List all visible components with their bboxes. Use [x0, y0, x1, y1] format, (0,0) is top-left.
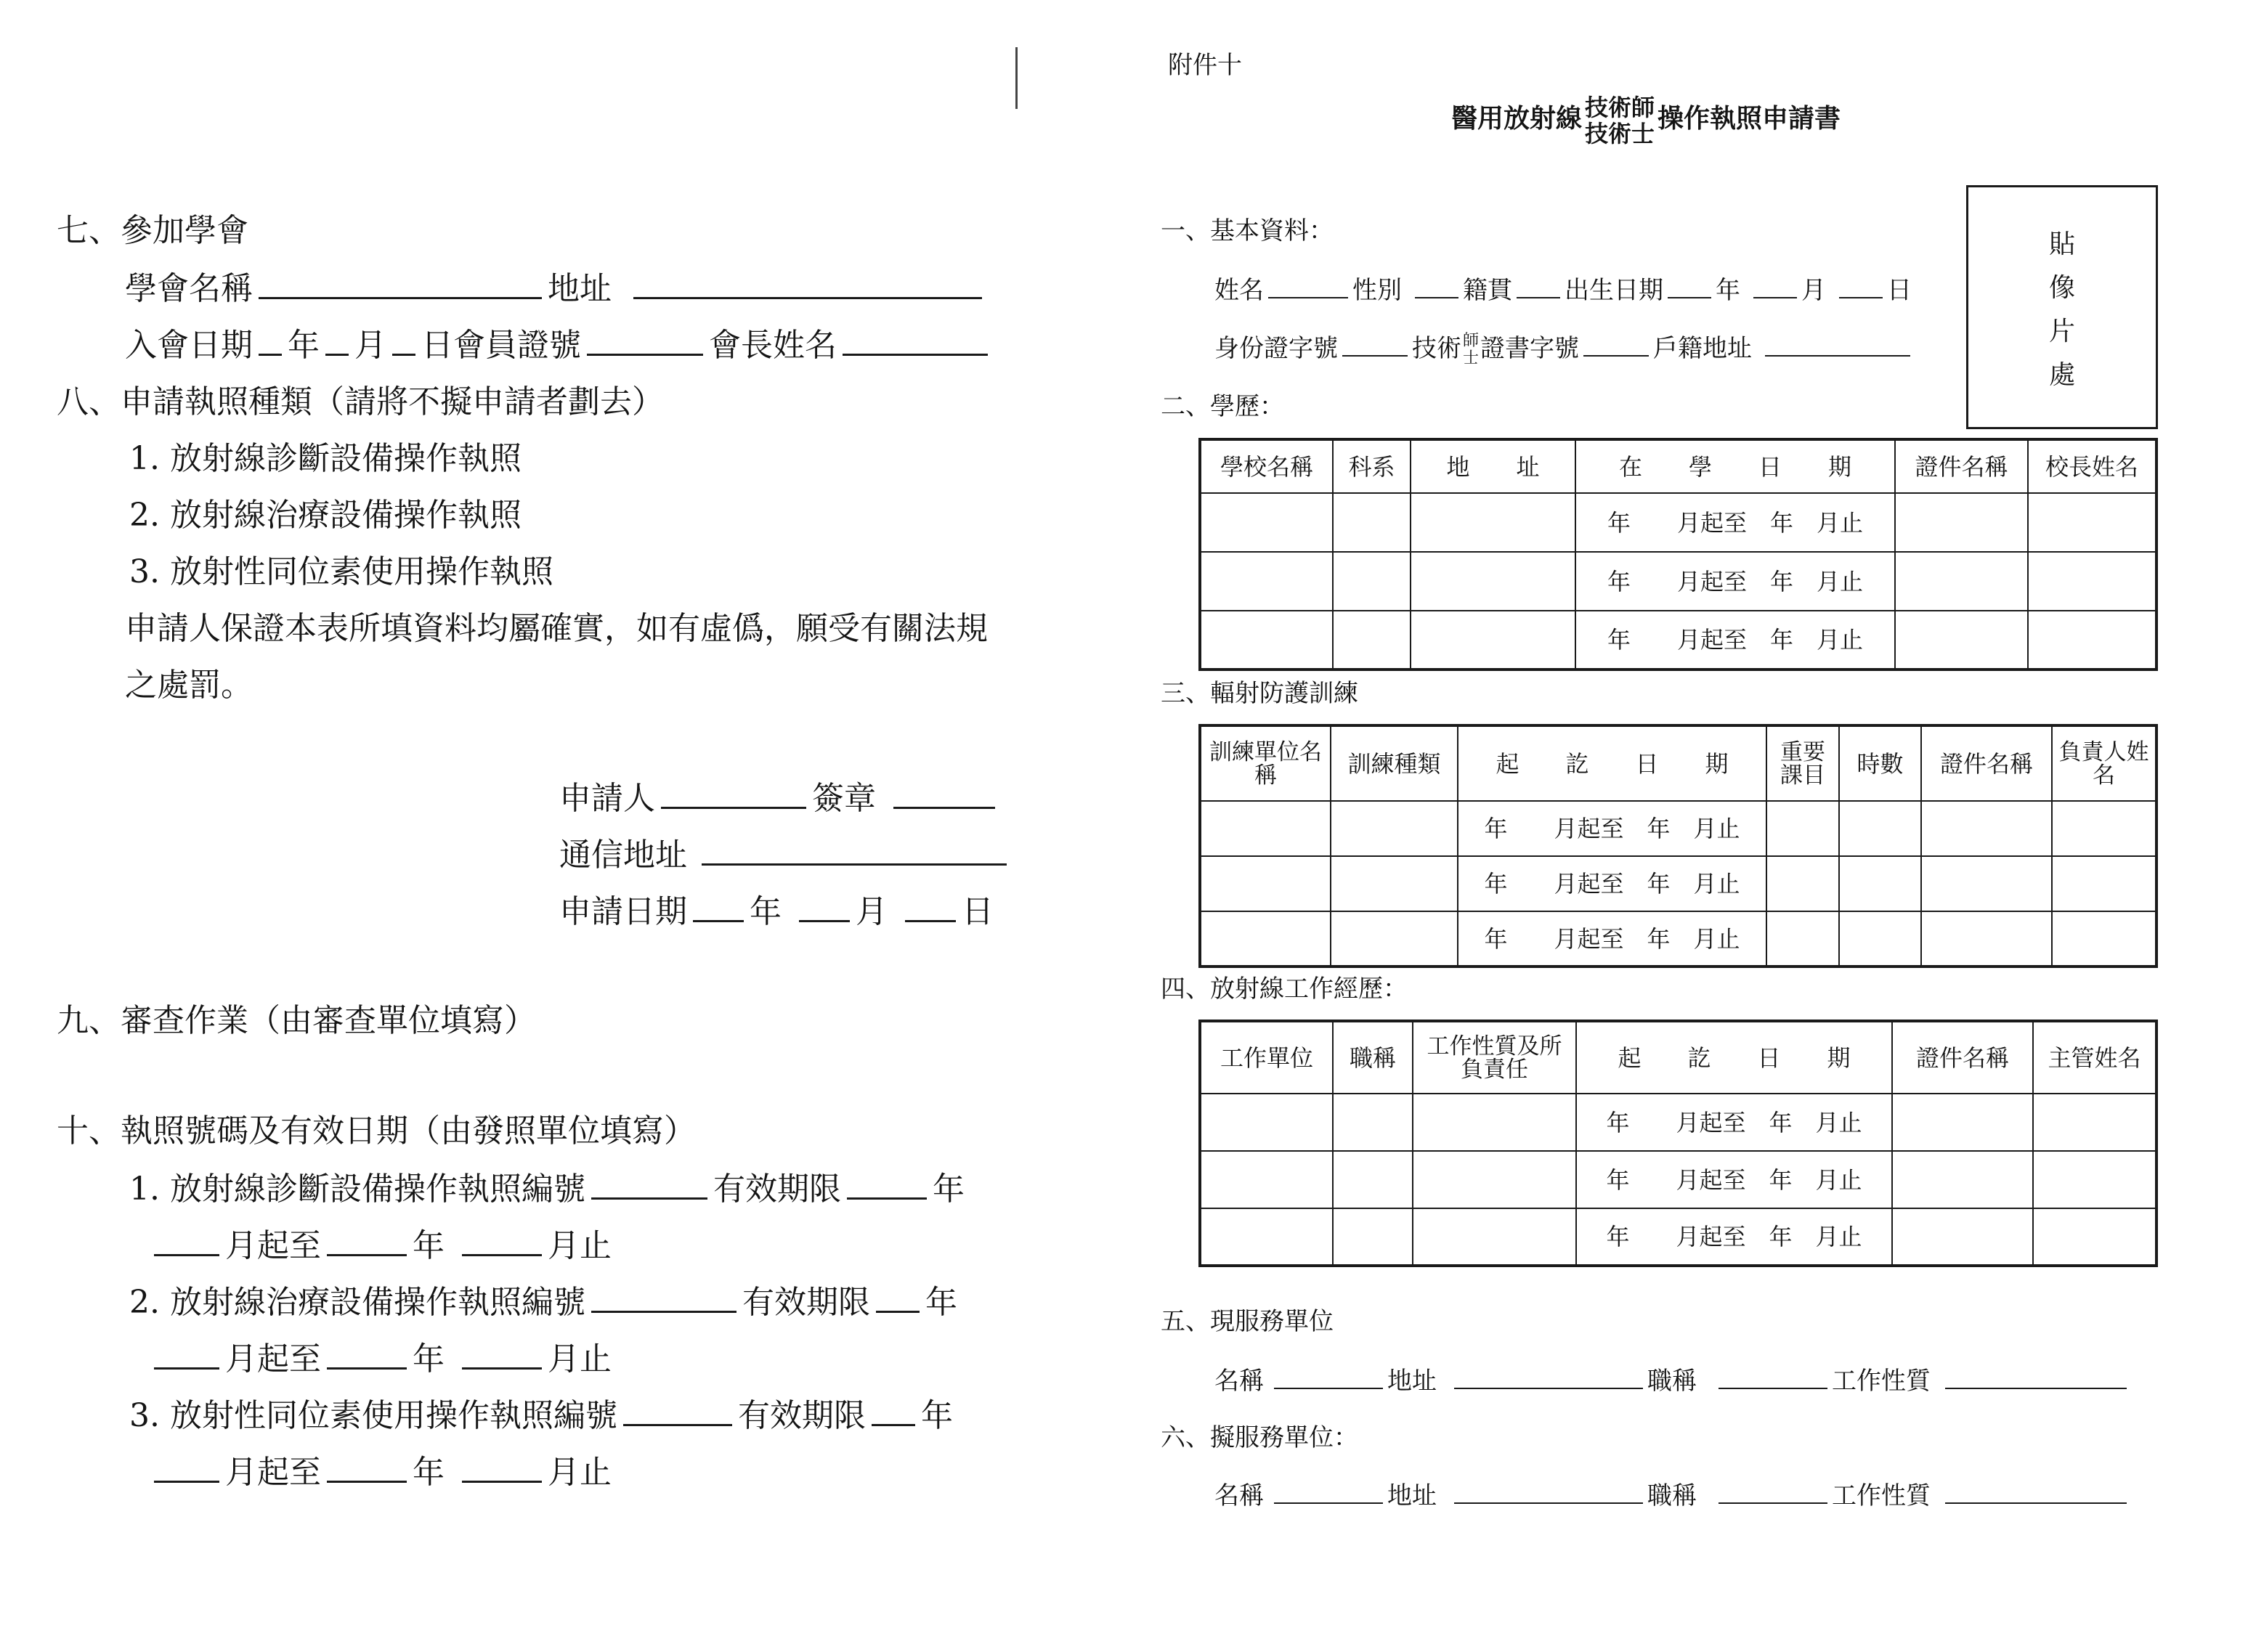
license-period-3-row [154, 1454, 612, 1492]
cell[interactable] [1839, 801, 1921, 856]
join-month-field[interactable] [325, 349, 349, 356]
president-field[interactable] [843, 349, 988, 356]
cert-number-field[interactable] [1583, 352, 1649, 357]
col-school: 學校名稱 [1200, 439, 1333, 493]
form-title-part-c: 操作執照申請書 [1657, 103, 1841, 134]
year-label: 年 [1607, 508, 1631, 537]
col-study-period: 在 學 日 期 [1575, 439, 1895, 493]
cell[interactable] [1333, 1151, 1413, 1208]
period-cell[interactable] [1458, 801, 1766, 856]
month-label: 月 [354, 327, 386, 364]
cell[interactable] [1895, 552, 2028, 611]
year-label: 年 [1647, 870, 1671, 898]
month-from-label: 月起至 [1676, 626, 1747, 654]
from-month-field[interactable] [154, 1363, 219, 1370]
cell[interactable] [1333, 552, 1411, 611]
cell[interactable] [1411, 611, 1575, 670]
applicant-label: 申請人 [559, 780, 655, 817]
period-cell[interactable] [1576, 1208, 1892, 1266]
membership-row [125, 327, 994, 365]
license-number-2-label: 2. 放射線治療設備操作執照編號 [129, 1284, 585, 1321]
license-number-3-field[interactable] [623, 1420, 732, 1426]
declaration-line-2: 之處罰。 [125, 667, 253, 704]
application-date-row [559, 893, 994, 931]
household-address-label: 戶籍地址 [1653, 334, 1753, 363]
license-period-2-row [154, 1340, 612, 1378]
license-number-2-row [129, 1284, 957, 1322]
intended-employer-row [1214, 1481, 2131, 1510]
year-label: 年 [413, 1227, 445, 1264]
cell[interactable] [1413, 1151, 1576, 1208]
page-fold-mark [1015, 47, 1018, 109]
dob-year-field[interactable] [1668, 294, 1711, 298]
photo-box[interactable] [1966, 185, 2158, 429]
cell[interactable] [1766, 801, 1839, 856]
license-number-2-field[interactable] [591, 1306, 737, 1313]
table-row [1200, 611, 2156, 670]
cell[interactable] [1200, 911, 1331, 967]
mailing-address-field[interactable] [702, 859, 1007, 866]
form-title-part-a: 醫用放射線 [1451, 103, 1583, 134]
intended-position-field[interactable] [1719, 1500, 1827, 1504]
license-number-3-label: 3. 放射性同位素使用操作執照編號 [129, 1397, 617, 1434]
cell[interactable] [1892, 1151, 2033, 1208]
period-cell[interactable] [1576, 1151, 1892, 1208]
col-training-unit: 訓練單位名 稱 [1200, 725, 1331, 801]
license-number-1-label: 1. 放射線診斷設備操作執照編號 [129, 1171, 585, 1208]
name-label: 姓名 [1214, 276, 1264, 305]
col-person-in-charge: 負責人姓 名 [2052, 725, 2156, 801]
join-date-label: 入會日期 [125, 327, 253, 364]
id-number-label: 身份證字號 [1214, 334, 1338, 363]
employer-nature-label: 工作性質 [1832, 1367, 1931, 1396]
cell[interactable] [1333, 493, 1411, 552]
dob-month-field[interactable] [1753, 294, 1797, 298]
cell[interactable] [1411, 493, 1575, 552]
section-10-title: 十、執照號碼及有效日期（由發照單位填寫） [57, 1112, 696, 1150]
photo-char-4: 處 [2048, 360, 2075, 390]
col-work-unit: 工作單位 [1200, 1021, 1333, 1094]
year-label: 年 [1647, 815, 1671, 842]
col-job-title: 職稱 [1333, 1021, 1413, 1094]
year-label: 年 [1769, 1223, 1793, 1250]
section-6-title: 六、擬服務單位： [1161, 1423, 1358, 1452]
society-address-field[interactable] [633, 293, 982, 299]
cell[interactable] [1766, 911, 1839, 967]
tech-master-label: 師 [1463, 332, 1480, 350]
employer-address-label: 地址 [1387, 1367, 1437, 1396]
cell[interactable] [1921, 911, 2052, 967]
cell[interactable] [2052, 911, 2156, 967]
cell[interactable] [1921, 856, 2052, 911]
cell[interactable] [1200, 493, 1333, 552]
basic-info-row-1 [1214, 276, 1912, 305]
origin-field[interactable] [1517, 294, 1560, 298]
month-to-label: 月止 [1693, 870, 1740, 898]
valid-year-field[interactable] [876, 1306, 920, 1313]
valid-year-field[interactable] [872, 1420, 915, 1426]
col-training-period: 起 訖 日 期 [1458, 725, 1766, 801]
cell[interactable] [1921, 801, 2052, 856]
society-name-field[interactable] [259, 293, 542, 299]
current-employer-row [1214, 1367, 2131, 1396]
society-address-label: 地址 [548, 270, 612, 307]
day-label: 日 [962, 893, 994, 930]
valid-label: 有效期限 [742, 1284, 870, 1321]
month-from-label: 月起至 [1554, 924, 1624, 953]
col-certificate: 證件名稱 [1895, 439, 2028, 493]
section-8-title: 八、申請執照種類（請將不擬申請者劃去） [57, 383, 664, 420]
table-row [1200, 1094, 2156, 1151]
mailing-address-row [559, 837, 1013, 874]
year-label: 年 [1484, 924, 1508, 953]
applicant-row [559, 780, 1001, 818]
year-label: 年 [413, 1454, 445, 1491]
month-from-label: 月起至 [1676, 1108, 1746, 1136]
cert-number-label: 證書字號 [1480, 334, 1580, 363]
table-row [1200, 552, 2156, 611]
license-type-3[interactable]: 3. 放射性同位素使用操作執照 [129, 553, 553, 590]
day-label: 日 [1887, 276, 1912, 305]
month-label: 月 [856, 893, 888, 930]
year-label: 年 [1716, 276, 1740, 305]
cell[interactable] [1333, 611, 1411, 670]
col-principal: 校長姓名 [2028, 439, 2156, 493]
tech-label: 技術 [1412, 334, 1461, 363]
cell[interactable] [2033, 1208, 2156, 1266]
basic-info-row-2 [1214, 333, 1915, 367]
year-label: 年 [1769, 1108, 1793, 1136]
year-label: 年 [413, 1340, 445, 1378]
year-label: 年 [1607, 626, 1631, 654]
to-month-field[interactable] [462, 1363, 542, 1370]
table-row [1200, 493, 2156, 552]
member-number-field[interactable] [587, 349, 703, 356]
month-to-label: 月止 [1815, 1108, 1862, 1136]
cell[interactable] [2052, 801, 2156, 856]
license-period-1-row [154, 1227, 612, 1265]
cell[interactable] [1413, 1094, 1576, 1151]
period-cell[interactable] [1576, 1094, 1892, 1151]
photo-char-1: 貼 [2048, 229, 2075, 259]
photo-char-3: 片 [2048, 317, 2075, 346]
cell[interactable] [1200, 856, 1331, 911]
technologist-label: 技術師 [1585, 94, 1655, 121]
year-label: 年 [288, 327, 320, 364]
table-row [1200, 1151, 2156, 1208]
col-work-period: 起 訖 日 期 [1576, 1021, 1892, 1094]
cell[interactable] [1200, 801, 1331, 856]
col-address: 地 址 [1411, 439, 1575, 493]
id-number-field[interactable] [1342, 352, 1408, 357]
work-experience-table [1198, 1020, 2158, 1267]
month-to-label: 月止 [1817, 508, 1864, 537]
month-from-label: 月起至 [225, 1227, 321, 1264]
application-date-label: 申請日期 [559, 893, 687, 930]
cell[interactable] [1895, 611, 2028, 670]
valid-year-field[interactable] [847, 1193, 927, 1200]
photo-char-2: 像 [2048, 273, 2075, 303]
cell[interactable] [1895, 493, 2028, 552]
education-table [1198, 438, 2158, 671]
license-number-3-row [129, 1397, 953, 1435]
employer-name-field[interactable] [1274, 1385, 1383, 1389]
to-month-field[interactable] [462, 1476, 542, 1483]
section-5-title: 五、現服務單位 [1161, 1307, 1334, 1336]
year-label: 年 [920, 1397, 953, 1434]
month-to-label: 月止 [1817, 626, 1864, 654]
month-from-label: 月起至 [1554, 815, 1624, 842]
month-from-label: 月起至 [225, 1454, 321, 1491]
period-cell[interactable] [1575, 611, 1895, 670]
month-to-label: 月止 [548, 1227, 612, 1264]
cell[interactable] [1333, 1094, 1413, 1151]
section-4-title: 四、放射線工作經歷： [1161, 974, 1408, 1004]
cell[interactable] [1200, 1094, 1333, 1151]
intended-nature-field[interactable] [1945, 1500, 2127, 1504]
applicant-field[interactable] [661, 802, 806, 809]
intended-name-label: 名稱 [1214, 1481, 1264, 1510]
col-key-subjects: 重要課目 [1766, 725, 1839, 801]
year-label: 年 [1484, 815, 1508, 842]
to-month-field[interactable] [462, 1250, 542, 1256]
valid-label: 有效期限 [737, 1397, 866, 1434]
dob-day-field[interactable] [1839, 294, 1883, 298]
period-cell[interactable] [1458, 856, 1766, 911]
license-type-2[interactable]: 2. 放射線治療設備操作執照 [129, 497, 522, 534]
cell[interactable] [1413, 1208, 1576, 1266]
cell[interactable] [1411, 552, 1575, 611]
president-label: 會長姓名 [709, 327, 837, 364]
intended-name-field[interactable] [1274, 1500, 1383, 1504]
join-year-field[interactable] [259, 349, 282, 356]
cell[interactable] [1200, 1151, 1333, 1208]
seal-label: 簽章 [812, 780, 876, 817]
year-label: 年 [1769, 1165, 1793, 1194]
month-to-label: 月止 [1815, 1165, 1862, 1194]
society-name-label: 學會名稱 [125, 270, 253, 307]
month-from-label: 月起至 [1554, 870, 1624, 898]
col-duties: 工作性質及所負責任 [1413, 1021, 1576, 1094]
year-label: 年 [1484, 870, 1508, 898]
app-year-field[interactable] [693, 916, 744, 922]
col-certificate: 證件名稱 [1892, 1021, 2033, 1094]
sex-label: 性別 [1352, 276, 1402, 305]
year-label: 年 [1770, 626, 1794, 654]
app-day-field[interactable] [905, 916, 956, 922]
to-year-field[interactable] [327, 1476, 407, 1483]
cell[interactable] [2033, 1094, 2156, 1151]
col-hours: 時數 [1839, 725, 1921, 801]
employer-position-field[interactable] [1719, 1385, 1827, 1389]
cell[interactable] [1200, 552, 1333, 611]
intended-address-label: 地址 [1387, 1481, 1437, 1510]
mailing-address-label: 通信地址 [559, 837, 687, 874]
month-to-label: 月止 [548, 1340, 612, 1378]
cell[interactable] [1892, 1208, 2033, 1266]
month-to-label: 月止 [1817, 567, 1864, 595]
license-number-1-field[interactable] [591, 1193, 707, 1200]
from-month-field[interactable] [154, 1250, 219, 1256]
license-number-1-row [129, 1171, 965, 1208]
cell[interactable] [1331, 801, 1458, 856]
cell[interactable] [1892, 1094, 2033, 1151]
period-cell[interactable] [1575, 552, 1895, 611]
table-row [1200, 911, 2156, 967]
year-label: 年 [1607, 567, 1631, 595]
household-address-field[interactable] [1765, 352, 1910, 357]
table-row [1200, 1208, 2156, 1266]
society-row [125, 270, 988, 308]
month-to-label: 月止 [1693, 815, 1740, 842]
col-training-type: 訓練種類 [1331, 725, 1458, 801]
year-label: 年 [1770, 567, 1794, 595]
cell[interactable] [2033, 1151, 2156, 1208]
month-from-label: 月起至 [1676, 1165, 1746, 1194]
intended-nature-label: 工作性質 [1832, 1481, 1931, 1510]
join-day-field[interactable] [392, 349, 415, 356]
year-label: 年 [1606, 1223, 1630, 1250]
cell[interactable] [1839, 856, 1921, 911]
cell[interactable] [2028, 611, 2156, 670]
license-type-1[interactable]: 1. 放射線診斷設備操作執照 [129, 440, 522, 477]
month-from-label: 月起至 [1676, 567, 1747, 595]
month-label: 月 [1801, 276, 1826, 305]
cell[interactable] [1766, 856, 1839, 911]
seal-field[interactable] [893, 802, 995, 809]
month-from-label: 月起至 [1676, 508, 1747, 537]
col-supervisor: 主管姓名 [2033, 1021, 2156, 1094]
technician-label: 技術士 [1585, 120, 1655, 147]
employer-nature-field[interactable] [1945, 1385, 2127, 1389]
year-label: 年 [1647, 924, 1671, 953]
year-label: 年 [932, 1171, 965, 1208]
month-from-label: 月起至 [1676, 1223, 1746, 1250]
cell[interactable] [1200, 1208, 1333, 1266]
col-department: 科系 [1333, 439, 1411, 493]
month-to-label: 月止 [1815, 1223, 1862, 1250]
employer-position-label: 職稱 [1647, 1367, 1697, 1396]
declaration-line-1: 申請人保證本表所填資料均屬確實，如有虛僞，願受有關法規 [125, 610, 988, 647]
year-label: 年 [1770, 508, 1794, 537]
year-label: 年 [1606, 1108, 1630, 1136]
period-cell[interactable] [1575, 493, 1895, 552]
training-table [1198, 724, 2172, 968]
intended-position-label: 職稱 [1647, 1481, 1697, 1510]
sex-field[interactable] [1415, 294, 1458, 298]
name-field[interactable] [1268, 294, 1348, 298]
cell[interactable] [1331, 856, 1458, 911]
tech-technician-label: 士 [1463, 349, 1480, 367]
year-label: 年 [1606, 1165, 1630, 1194]
section-2-title: 二、學歷： [1161, 392, 1284, 421]
tech-stack [1463, 333, 1479, 367]
section-9-title: 九、審查作業（由審查單位填寫） [57, 1002, 536, 1039]
to-year-field[interactable] [327, 1250, 407, 1256]
valid-label: 有效期限 [713, 1171, 841, 1208]
cell[interactable] [1200, 611, 1333, 670]
employer-name-label: 名稱 [1214, 1367, 1264, 1396]
form-title [1451, 94, 1841, 147]
app-month-field[interactable] [799, 916, 850, 922]
cell[interactable] [1839, 911, 1921, 967]
table-row [1200, 801, 2156, 856]
to-year-field[interactable] [327, 1363, 407, 1370]
section-1-title: 一、基本資料： [1161, 216, 1334, 245]
cell[interactable] [2028, 493, 2156, 552]
month-to-label: 月止 [1693, 924, 1740, 953]
cell[interactable] [1331, 911, 1458, 967]
year-label: 年 [925, 1284, 957, 1321]
month-to-label: 月止 [548, 1454, 612, 1491]
form-title-stack [1585, 94, 1655, 147]
employer-address-field[interactable] [1454, 1385, 1643, 1389]
cell[interactable] [2028, 552, 2156, 611]
member-number-label: 日會員證號 [421, 327, 581, 364]
year-label: 年 [750, 893, 782, 930]
cell[interactable] [1333, 1208, 1413, 1266]
section-7-title: 七、參加學會 [57, 212, 248, 249]
period-cell[interactable] [1458, 911, 1766, 967]
attachment-label: 附件十 [1168, 51, 1242, 80]
from-month-field[interactable] [154, 1476, 219, 1483]
table-row [1200, 856, 2156, 911]
intended-address-field[interactable] [1454, 1500, 1643, 1504]
dob-label: 出生日期 [1565, 276, 1663, 305]
origin-label: 籍貫 [1463, 276, 1512, 305]
section-3-title: 三、輻射防護訓練 [1161, 679, 1358, 708]
col-certificate: 證件名稱 [1921, 725, 2052, 801]
cell[interactable] [2052, 856, 2156, 911]
month-from-label: 月起至 [225, 1340, 321, 1378]
